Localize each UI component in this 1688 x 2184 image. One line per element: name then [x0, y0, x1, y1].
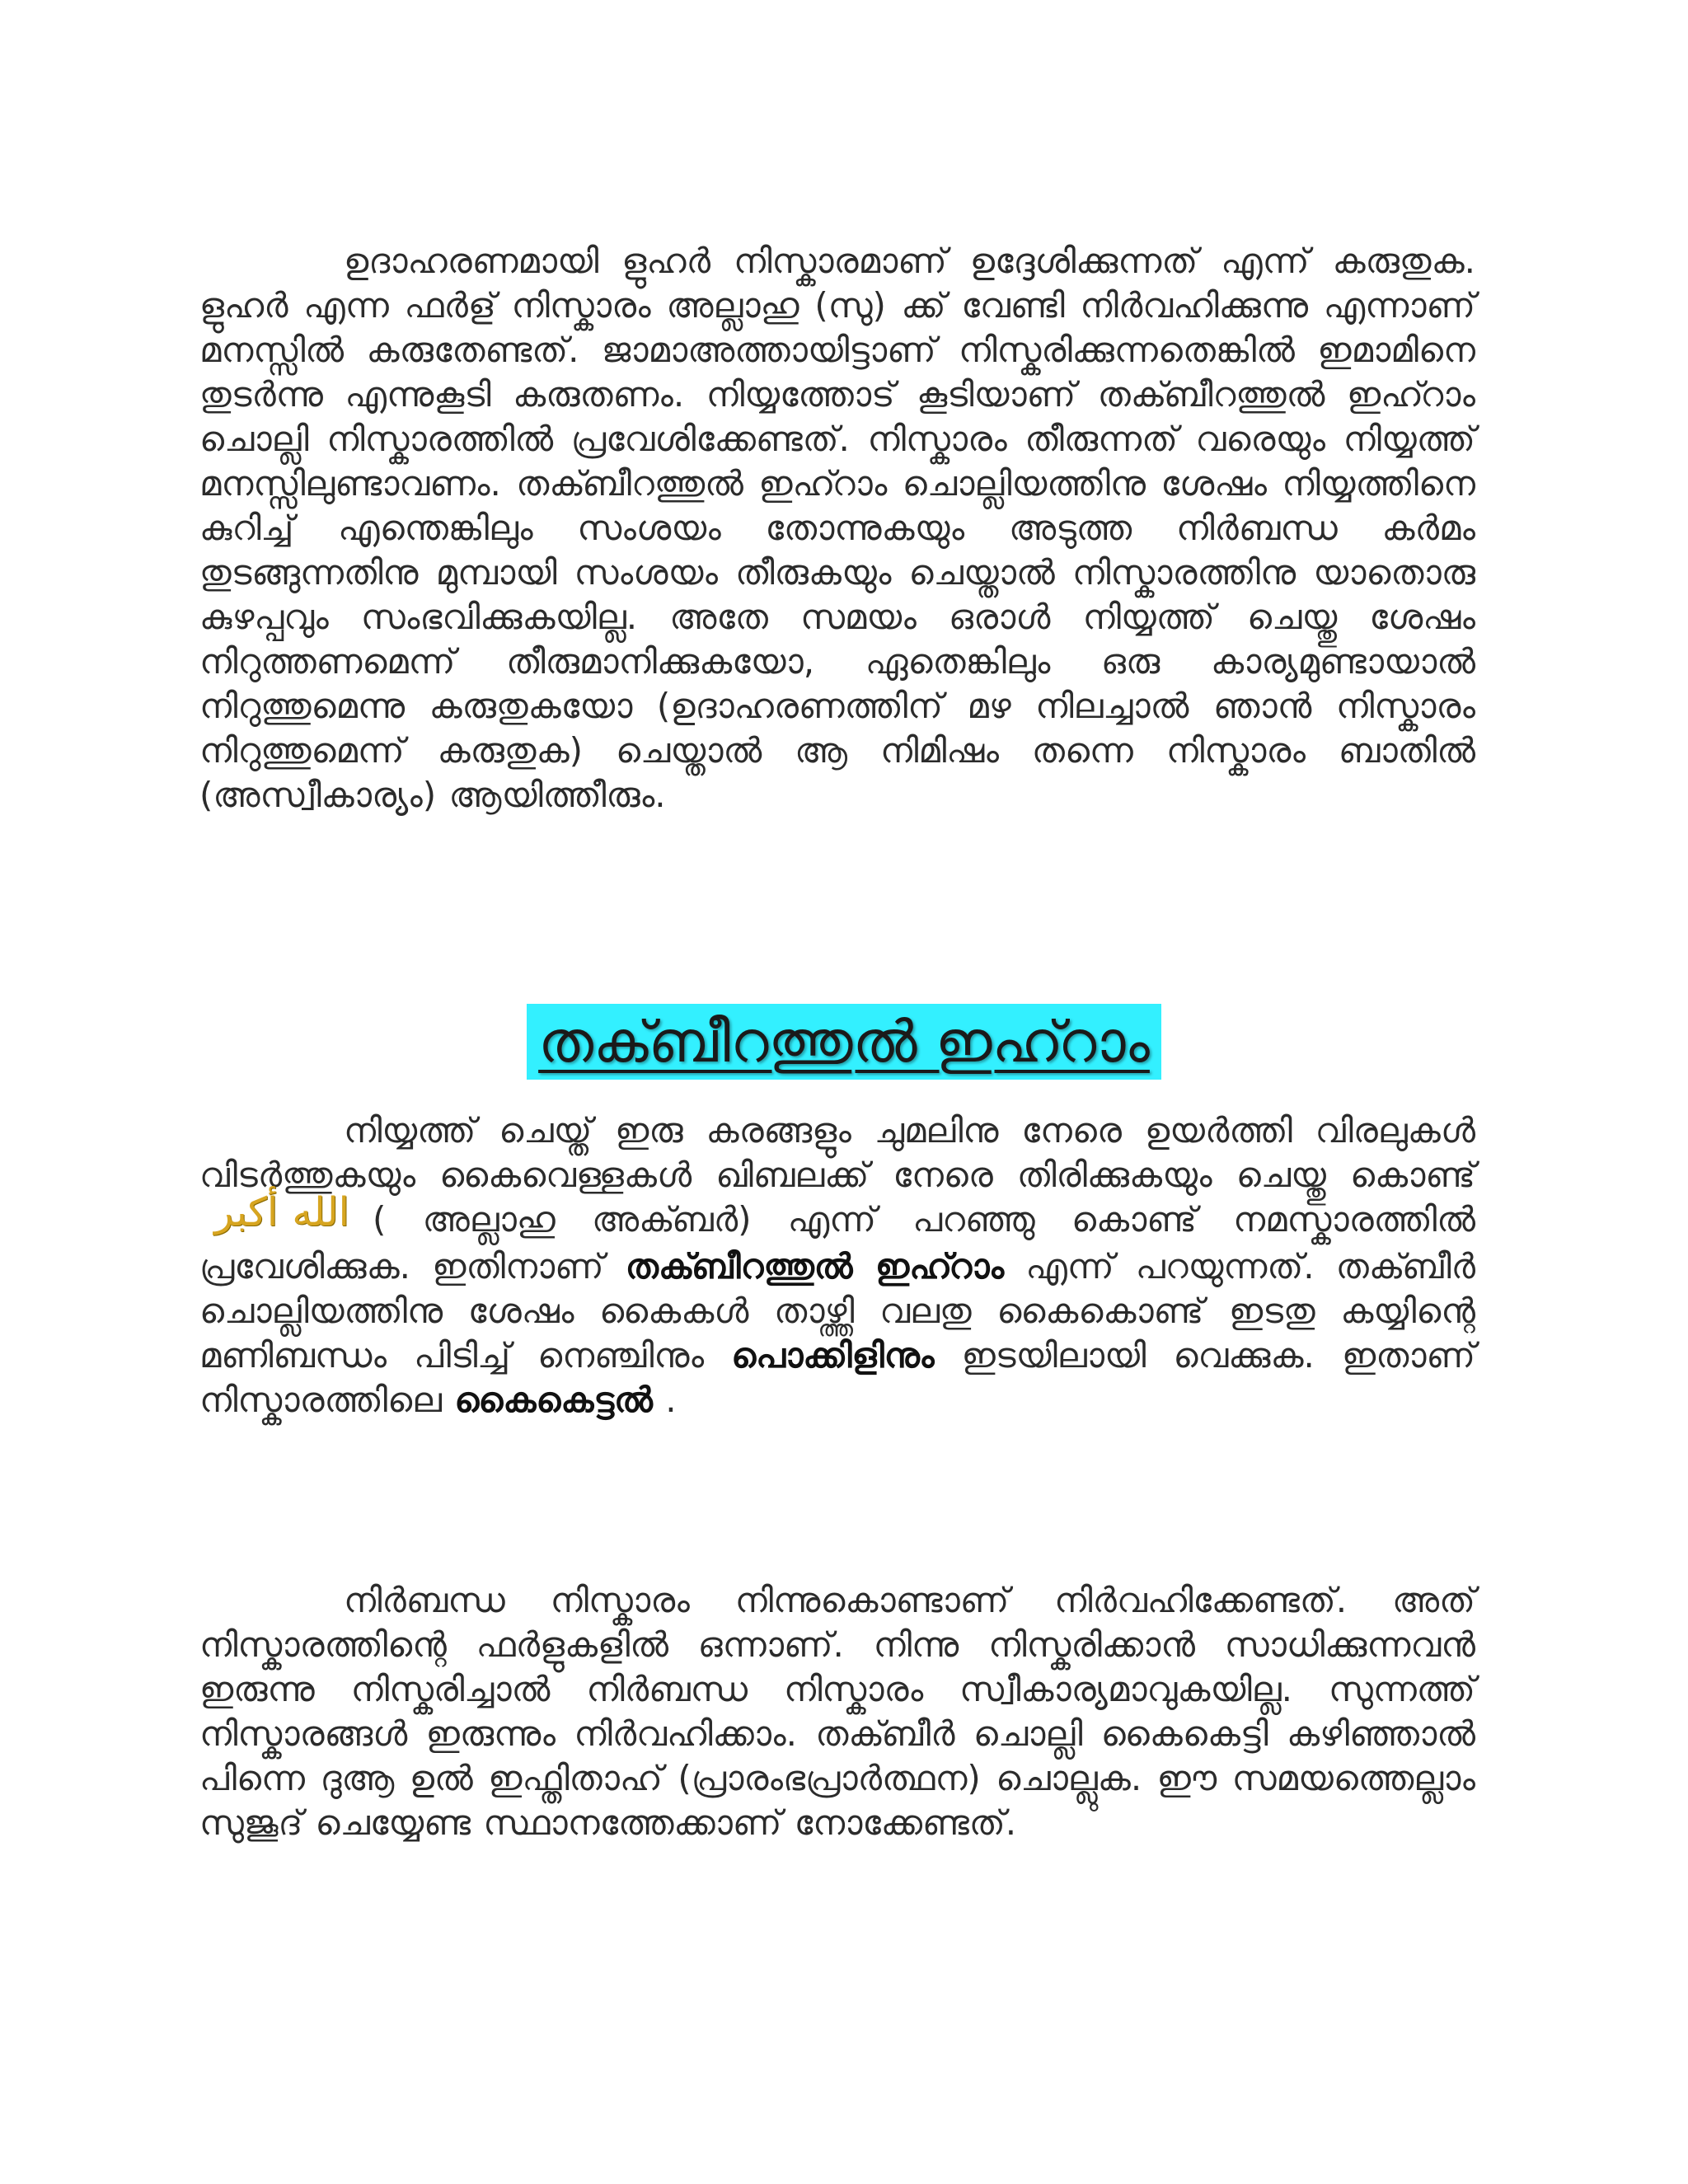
paragraph-2-text-4: ഇടയിലായി വെക്കുക. ഇതാണ് നിസ്കാരത്തിലെ [199, 1334, 1475, 1420]
paragraph-2-text-5: . [665, 1379, 677, 1420]
bold-term-navel: പൊക്കിളിനും [731, 1334, 935, 1376]
paragraph-2-text-1: നിയ്യത്ത് ചെയ്ത് ഇരു കരങ്ങളും ചുമലിനു നേരെ ഉയർത്തി വിരലുകൾ വിടർത്തുകയും കൈവെള്ളകൾ ഖിബലക്ക് നേരെ തിരിക്കുകയും ചെയ്തു കൊണ്ട് [199, 1110, 1475, 1195]
section-heading: തക്ബീറത്തുൽ ഇഹ്റാം [527, 1004, 1161, 1080]
paragraph-2-text-2: ( അല്ലാഹു അക്ബർ) എന്ന് പറഞ്ഞു കൊണ്ട് നമസ്കാരത്തിൽ പ്രവേശിക്കുക. ഇതിനാണ് [199, 1199, 1475, 1286]
bold-term-takbeer: തക്ബീറത്തുൽ ഇഹ്റാം [625, 1245, 1005, 1286]
paragraph-1-text: ഉദാഹരണമായി ളുഹർ നിസ്കാരമാണ് ഉദ്ദേശിക്കുന്നത് എന്ന് കരുതുക. ളുഹർ എന്ന ഫർള് നിസ്കാരം അല്ലാഹു (സു) ക്ക് വേണ്ടി നിർവഹിക്കുന്നു എന്നാണ് മനസ്സിൽ കരുതേണ്ടത്. ജാമാഅത്തായിട്ടാണ് നിസ്കരിക്കുന്നതെങ്കിൽ ഇമാമിനെ തുടർന്നു എന്നുകൂടി കരുതണം. നിയ്യത്തോട് കൂടിയാണ് തക്ബീറത്തുൽ ഇഹ്റാം ചൊല്ലി നിസ്കാരത്തിൽ പ്രവേശിക്കേണ്ടത്. നിസ്കാരം തീരുന്നത് വരെയും നിയ്യത്ത് മനസ്സിലുണ്ടാവണം. തക്ബീറത്തുൽ ഇഹ്റാം ചൊല്ലിയത്തിനു ശേഷം നിയ്യത്തിനെ കുറിച്ച് എന്തെങ്കിലും സംശയം തോന്നുകയും അടുത്ത നിർബന്ധ കർമം തുടങ്ങുന്നതിനു മുമ്പായി സംശയം തീരുകയും ചെയ്താൽ നിസ്കാരത്തിനു യാതൊരു കുഴപ്പവും സംഭവിക്കുകയില്ല. അതേ സമയം ഒരാൾ നിയ്യത്ത് ചെയ്തു ശേഷം നിറുത്തണമെന്ന് തീരുമാനിക്കുകയോ, ഏതെങ്കിലും ഒരു കാര്യമുണ്ടായാൽ നിറുത്തുമെന്നു കരുതുകയോ (ഉദാഹരണത്തിന് മഴ നിലച്ചാൽ ഞാൻ നിസ്കാരം നിറുത്തുമെന്ന് കരുതുക) ചെയ്താൽ ആ നിമിഷം തന്നെ നിസ്കാരം ബാതിൽ (അസ്വീകാര്യം) ആയിത്തീരും. [199, 241, 1475, 815]
paragraph-2-text-3: എന്ന് പറയുന്നത്. തക്ബീർ ചൊല്ലിയത്തിനു ശേഷം കൈകൾ താഴ്ത്തി വലതു കൈകൊണ്ട് ഇടതു കയ്യിന്റെ മണിബന്ധം പിടിച്ച് നെഞ്ചിനും [199, 1245, 1475, 1376]
bold-term-kaiketal: കൈകെട്ടൽ [454, 1379, 653, 1420]
paragraph-standing [199, 1578, 1475, 1845]
paragraph-takbeer [199, 1108, 1475, 1422]
heading-container [0, 1004, 1688, 1080]
allahu-akbar-calligraphy: الله أكبر [214, 1188, 349, 1235]
paragraph-niyyath [199, 239, 1475, 818]
paragraph-3-text: നിർബന്ധ നിസ്കാരം നിന്നുകൊണ്ടാണ് നിർവഹിക്കേണ്ടത്. അത് നിസ്കാരത്തിന്റെ ഫർളുകളിൽ ഒന്നാണ്. നിന്നു നിസ്കരിക്കാൻ സാധിക്കുന്നവൻ ഇരുന്നു നിസ്കരിച്ചാൽ നിർബന്ധ നിസ്കാരം സ്വീകാര്യമാവുകയില്ല. സുന്നത്ത് നിസ്കാരങ്ങൾ ഇരുന്നും നിർവഹിക്കാം. തക്ബീർ ചൊല്ലി കൈകെട്ടി കഴിഞ്ഞാൽ പിന്നെ ദുആ ഉൽ ഇഫ്തിതാഹ് (പ്രാരംഭപ്രാർത്ഥന) ചൊല്ലുക. ഈ സമയത്തെല്ലാം സുജൂദ് ചെയ്യേണ്ട സ്ഥാനത്തേക്കാണ് നോക്കേണ്ടത്. [199, 1580, 1475, 1843]
